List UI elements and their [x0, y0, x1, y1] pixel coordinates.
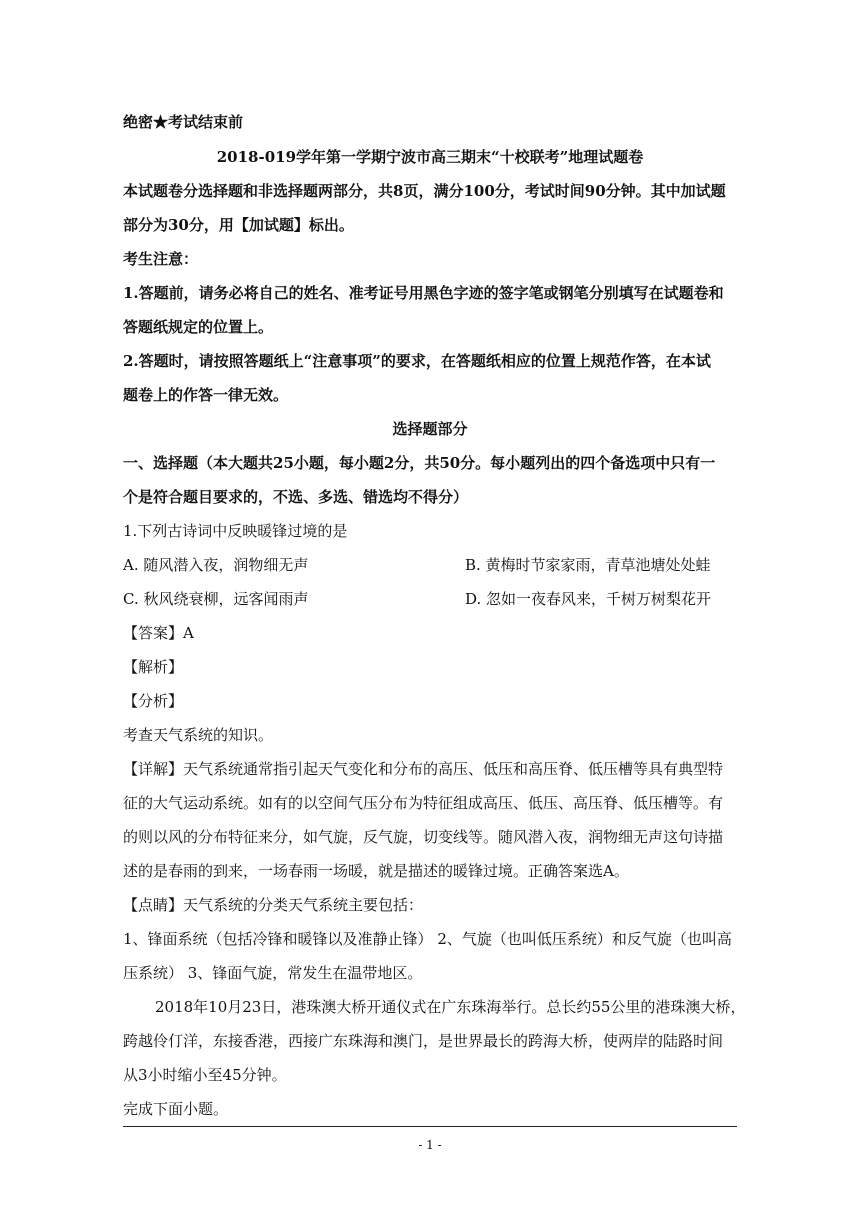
detail-line-4: 述的是春雨的到来，一场春雨一场暖，就是描述的暖锋过境。正确答案选A。	[123, 862, 629, 880]
point-line-3: 压系统） 3、锋面气旋，常发生在温带地区。	[123, 964, 423, 982]
notice-item-1-line-2: 答题纸规定的位置上。	[123, 318, 274, 336]
option-a: A. 随风潜入夜，润物细无声	[123, 556, 309, 574]
passage-line-1: 2018年10月23日，港珠澳大桥开通仪式在广东珠海举行。总长约55公里的港珠澳大桥，	[155, 998, 746, 1016]
detail-line-2: 征的大气运动系统。如有的以空间气压分布为特征组成高压、低压、高压脊、低压槽等。有	[123, 794, 724, 812]
secret-label: 绝密★考试结束前	[123, 113, 244, 131]
part-instruction-line-1: 一、选择题（本大题共25小题，每小题2分，共50分。每小题列出的四个备选项中只有一	[123, 454, 716, 472]
option-row-1	[123, 555, 711, 575]
option-c: C. 秋风绕衰柳，远客闻雨声	[123, 590, 309, 608]
notice-item-1-line-1: 1.答题前，请务必将自己的姓名、准考证号用黑色字迹的签字笔或钢笔分别填写在试题卷和	[123, 284, 724, 302]
passage-line-3: 从3小时缩小至45分钟。	[123, 1066, 287, 1084]
passage-line-4: 完成下面小题。	[123, 1100, 229, 1118]
passage-line-2: 跨越伶仃洋，东接香港，西接广东珠海和澳门，是世界最长的跨海大桥，使两岸的陆路时间	[123, 1032, 724, 1050]
detail-line-1: 【详解】天气系统通常指引起天气变化和分布的高压、低压和高压脊、低压槽等具有典型特	[123, 760, 724, 778]
point-line-2: 1、锋面系统（包括冷锋和暖锋以及准静止锋） 2、气旋（也叫低压系统）和反气旋（也叫高	[123, 930, 732, 948]
notice-item-2-line-1: 2.答题时，请按照答题纸上“注意事项”的要求，在答题纸相应的位置上规范作答，在本试	[123, 352, 711, 370]
fenxi-text: 考查天气系统的知识。	[123, 726, 274, 744]
intro-line-2: 部分为30分，用【加试题】标出。	[123, 216, 354, 234]
notice-item-2-line-2: 题卷上的作答一律无效。	[123, 386, 289, 404]
jiexi-label: 【解析】	[123, 658, 184, 676]
fenxi-label: 【分析】	[123, 692, 184, 710]
section-title: 选择题部分	[392, 420, 468, 438]
point-line-1: 【点睛】天气系统的分类天气系统主要包括：	[123, 896, 424, 914]
option-d: D. 忽如一夜春风来，千树万树梨花开	[465, 590, 712, 608]
option-row-2	[123, 589, 712, 609]
exam-title: 2018-019学年第一学期宁波市高三期末“十校联考”地理试题卷	[216, 148, 644, 166]
option-b: B. 黄梅时节家家雨，青草池塘处处蛙	[465, 556, 711, 574]
question-stem: 1.下列古诗词中反映暖锋过境的是	[123, 522, 348, 540]
footer-divider	[123, 1126, 737, 1127]
page-number: - 1 -	[418, 1138, 442, 1152]
intro-line-1: 本试题卷分选择题和非选择题两部分，共8页，满分100分，考试时间90分钟。其中加试题	[123, 182, 726, 200]
part-instruction-line-2: 个是符合题目要求的，不选、多选、错选均不得分）	[123, 488, 469, 506]
detail-line-3: 的则以风的分布特征来分，如气旋，反气旋，切变线等。随风潜入夜，润物细无声这句诗描	[123, 828, 724, 846]
answer-label: 【答案】A	[123, 624, 194, 642]
notice-heading: 考生注意：	[123, 250, 199, 268]
